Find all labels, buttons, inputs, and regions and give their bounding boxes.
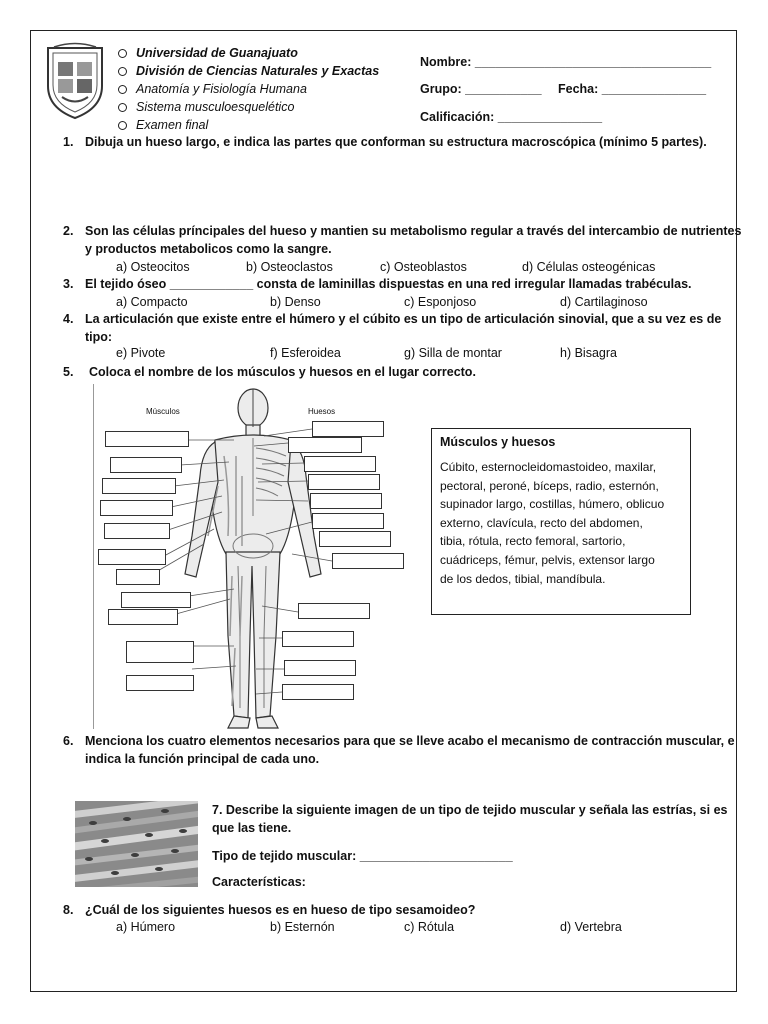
muscle-label-box[interactable] bbox=[98, 549, 166, 565]
question-7-line-2: que las tiene. bbox=[212, 821, 292, 835]
question-3-text: El tejido óseo ____________ consta de laminillas dispuestas en una red irregular llamadas trabéculas. bbox=[85, 277, 692, 291]
word-bank-list: Cúbito, esternocleidomastoideo, maxilar, pectoral, peroné, bíceps, radio, esternón, supinador largo, costillas, húmero, oblicuo externo, clavícula, recto del abdomen, tibia, rótula, recto femoral, sartorio, cuádriceps, fémur, pelvis, extensor largo de los dedos, tibial, mandíbula. bbox=[440, 460, 665, 586]
muscle-label-box[interactable] bbox=[100, 500, 173, 516]
question-7-line-1: 7. Describe la siguiente imagen de un tipo de tejido muscular y señala las estrías, si es bbox=[212, 803, 728, 817]
bone-label-box[interactable] bbox=[282, 631, 354, 647]
muscle-label-box[interactable] bbox=[105, 431, 189, 447]
question-4-number: 4. bbox=[63, 312, 74, 326]
question-3-option-b[interactable]: b) Denso bbox=[270, 295, 321, 309]
diagram-label-muscles: Músculos bbox=[146, 407, 180, 416]
question-2-option-a[interactable]: a) Osteocitos bbox=[116, 260, 190, 274]
bone-label-box[interactable] bbox=[304, 456, 376, 472]
fecha-field[interactable]: Fecha: _______________ bbox=[558, 82, 707, 96]
question-8-text: ¿Cuál de los siguientes huesos es en hueso de tipo sesamoideo? bbox=[85, 903, 476, 917]
question-8-option-c[interactable]: c) Rótula bbox=[404, 920, 455, 934]
nombre-field[interactable]: Nombre: __________________________________ bbox=[420, 55, 712, 69]
header-unit: Sistema musculoesquelético bbox=[118, 98, 379, 116]
question-1-text: Dibuja un hueso largo, e indica las partes que conforman su estructura macroscópica (mínimo 5 partes). bbox=[85, 135, 707, 149]
question-2-line-2: y productos metabolicos como la sangre. bbox=[85, 242, 332, 256]
bone-label-box[interactable] bbox=[308, 474, 380, 490]
bone-label-box[interactable] bbox=[288, 437, 362, 453]
question-2-option-d[interactable]: d) Células osteogénicas bbox=[522, 260, 656, 274]
muscle-label-box[interactable] bbox=[104, 523, 170, 539]
muscle-label-box[interactable] bbox=[126, 675, 194, 691]
question-4-option-g[interactable]: g) Silla de montar bbox=[404, 346, 502, 360]
question-1-number: 1. bbox=[63, 135, 74, 149]
question-4-line-2: tipo: bbox=[85, 330, 113, 344]
question-3-option-d[interactable]: d) Cartilaginoso bbox=[560, 295, 648, 309]
tissue-type-field[interactable]: Tipo de tejido muscular: ______________________ bbox=[212, 849, 513, 863]
question-8-option-b[interactable]: b) Esternón bbox=[270, 920, 335, 934]
question-4-option-e[interactable]: e) Pivote bbox=[116, 346, 166, 360]
muscle-label-box[interactable] bbox=[102, 478, 176, 494]
question-6-number: 6. bbox=[63, 734, 74, 748]
bone-label-box[interactable] bbox=[310, 493, 382, 509]
bone-label-box[interactable] bbox=[312, 421, 384, 437]
question-5-text: Coloca el nombre de los músculos y huesos en el lugar correcto. bbox=[89, 365, 476, 379]
bone-label-box[interactable] bbox=[332, 553, 404, 569]
question-6-line-2: indica la función principal de cada uno. bbox=[85, 752, 320, 766]
question-5-number: 5. bbox=[63, 365, 74, 379]
header-info bbox=[118, 44, 379, 134]
muscle-label-box[interactable] bbox=[108, 609, 178, 625]
grupo-field[interactable]: Grupo: ___________ bbox=[420, 82, 542, 96]
question-3-number: 3. bbox=[63, 277, 74, 291]
question-3-option-c[interactable]: c) Esponjoso bbox=[404, 295, 477, 309]
bone-label-box[interactable] bbox=[282, 684, 354, 700]
question-2-option-b[interactable]: b) Osteoclastos bbox=[246, 260, 333, 274]
header-exam-type: Examen final bbox=[118, 116, 379, 134]
bone-label-box[interactable] bbox=[298, 603, 370, 619]
bone-label-box[interactable] bbox=[319, 531, 391, 547]
muscle-tissue-micrograph-icon bbox=[75, 801, 198, 887]
muscle-label-box[interactable] bbox=[110, 457, 182, 473]
diagram-label-bones: Huesos bbox=[308, 407, 336, 416]
question-4-line-1: La articulación que existe entre el húmero y el cúbito es un tipo de articulación sinovial, que a su vez es de bbox=[85, 312, 722, 326]
question-3-option-a[interactable]: a) Compacto bbox=[116, 295, 188, 309]
bone-label-box[interactable] bbox=[312, 513, 384, 529]
university-seal-icon bbox=[44, 42, 106, 120]
bone-label-box[interactable] bbox=[284, 660, 356, 676]
question-2-option-c[interactable]: c) Osteoblastos bbox=[380, 260, 467, 274]
question-4-option-h[interactable]: h) Bisagra bbox=[560, 346, 617, 360]
word-bank-title: Músculos y huesos bbox=[440, 435, 556, 449]
header-division: División de Ciencias Naturales y Exactas bbox=[118, 62, 379, 80]
question-6-line-1: Menciona los cuatro elementos necesarios para que se lleve acabo el mecanismo de contracción muscular, e bbox=[85, 734, 735, 748]
muscle-label-box[interactable] bbox=[116, 569, 160, 585]
characteristics-label: Características: bbox=[212, 875, 306, 889]
word-bank-box bbox=[431, 428, 691, 615]
muscle-label-box[interactable] bbox=[126, 641, 194, 663]
question-2-line-1: Son las células príncipales del hueso y mantien su metabolismo regular a través del intercambio de nutrientes bbox=[85, 224, 742, 238]
header-university: Universidad de Guanajuato bbox=[118, 44, 379, 62]
question-8-number: 8. bbox=[63, 903, 74, 917]
question-8-option-a[interactable]: a) Húmero bbox=[116, 920, 176, 934]
muscle-label-box[interactable] bbox=[121, 592, 191, 608]
question-2-number: 2. bbox=[63, 224, 74, 238]
question-8-option-d[interactable]: d) Vertebra bbox=[560, 920, 622, 934]
calificacion-field[interactable]: Calificación: _______________ bbox=[420, 110, 603, 124]
question-4-option-f[interactable]: f) Esferoidea bbox=[270, 346, 341, 360]
header-course: Anatomía y Fisiología Humana bbox=[118, 80, 379, 98]
